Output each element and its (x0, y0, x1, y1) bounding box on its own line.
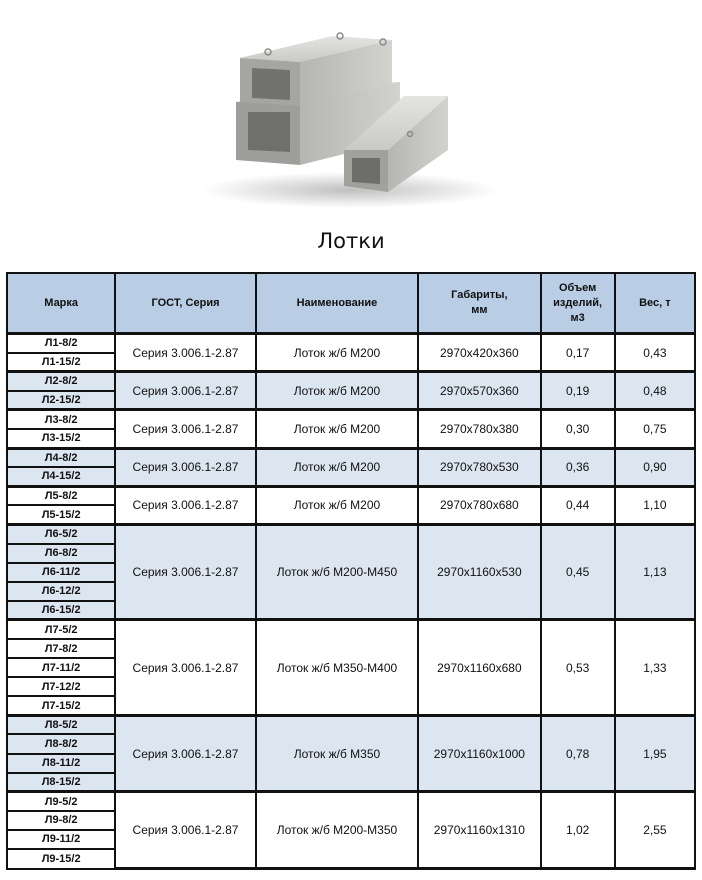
cell-mark: Л8-8/2 (7, 734, 115, 753)
cell-dims: 2970х1160х1000 (418, 715, 540, 791)
cell-series: Серия 3.006.1-2.87 (115, 524, 255, 619)
cell-dims: 2970х1160х530 (418, 524, 540, 619)
cell-mark: Л9-5/2 (7, 792, 115, 811)
cell-mark: Л9-8/2 (7, 811, 115, 830)
col-header-name: Наименование (256, 273, 418, 334)
cell-dims: 2970х420х360 (418, 334, 540, 372)
cell-mark: Л1-15/2 (7, 353, 115, 372)
cell-dims: 2970х1160х680 (418, 620, 540, 715)
cell-mark: Л9-15/2 (7, 849, 115, 868)
cell-dims: 2970х1160х1310 (418, 792, 540, 869)
cell-mark: Л7-5/2 (7, 620, 115, 639)
cell-volume: 0,44 (541, 486, 615, 524)
cell-series: Серия 3.006.1-2.87 (115, 448, 255, 486)
cell-volume: 0,36 (541, 448, 615, 486)
cell-mark: Л5-15/2 (7, 505, 115, 524)
cell-dims: 2970х780х530 (418, 448, 540, 486)
cell-weight: 0,48 (615, 372, 695, 410)
cell-name: Лоток ж/б М200 (256, 334, 418, 372)
cell-mark: Л3-15/2 (7, 429, 115, 448)
table-row (7, 448, 695, 467)
cell-mark: Л2-8/2 (7, 372, 115, 391)
col-header-series: ГОСТ, Серия (115, 273, 255, 334)
table-body (7, 334, 695, 869)
cell-series: Серия 3.006.1-2.87 (115, 486, 255, 524)
cell-weight: 0,90 (615, 448, 695, 486)
cell-mark: Л6-8/2 (7, 544, 115, 563)
cell-name: Лоток ж/б М200 (256, 448, 418, 486)
cell-volume: 0,30 (541, 410, 615, 448)
cell-volume: 0,17 (541, 334, 615, 372)
table-header-row (7, 273, 695, 334)
cell-mark: Л2-15/2 (7, 391, 115, 410)
cell-volume: 0,19 (541, 372, 615, 410)
table-row (7, 334, 695, 353)
cell-series: Серия 3.006.1-2.87 (115, 620, 255, 715)
cell-name: Лоток ж/б М350 (256, 715, 418, 791)
cell-volume: 0,45 (541, 524, 615, 619)
cell-name: Лоток ж/б М200-М450 (256, 524, 418, 619)
cell-mark: Л3-8/2 (7, 410, 115, 429)
cell-mark: Л4-15/2 (7, 467, 115, 486)
product-table (6, 272, 696, 870)
table-row (7, 372, 695, 391)
cell-mark: Л1-8/2 (7, 334, 115, 353)
cell-mark: Л6-12/2 (7, 582, 115, 601)
table-row (7, 486, 695, 505)
col-header-mark: Марка (7, 273, 115, 334)
cell-mark: Л9-11/2 (7, 830, 115, 849)
cell-dims: 2970х570х360 (418, 372, 540, 410)
cell-weight: 1,95 (615, 715, 695, 791)
cell-series: Серия 3.006.1-2.87 (115, 410, 255, 448)
cell-dims: 2970х780х680 (418, 486, 540, 524)
cell-weight: 0,75 (615, 410, 695, 448)
cell-weight: 0,43 (615, 334, 695, 372)
cell-weight: 1,33 (615, 620, 695, 715)
table-row (7, 715, 695, 734)
cell-mark: Л4-8/2 (7, 448, 115, 467)
table-row (7, 620, 695, 639)
cell-name: Лоток ж/б М350-М400 (256, 620, 418, 715)
cell-name: Лоток ж/б М200 (256, 486, 418, 524)
cell-mark: Л6-15/2 (7, 601, 115, 620)
cell-weight: 1,13 (615, 524, 695, 619)
cell-mark: Л8-15/2 (7, 773, 115, 792)
cell-name: Лоток ж/б М200 (256, 410, 418, 448)
cell-series: Серия 3.006.1-2.87 (115, 372, 255, 410)
table-row (7, 524, 695, 543)
cell-volume: 0,53 (541, 620, 615, 715)
cell-name: Лоток ж/б М200 (256, 372, 418, 410)
cell-volume: 1,02 (541, 792, 615, 869)
cell-dims: 2970х780х380 (418, 410, 540, 448)
cell-mark: Л6-11/2 (7, 563, 115, 582)
cell-mark: Л7-8/2 (7, 639, 115, 658)
cell-mark: Л8-5/2 (7, 715, 115, 734)
cell-mark: Л7-12/2 (7, 677, 115, 696)
cell-volume: 0,78 (541, 715, 615, 791)
cell-weight: 2,55 (615, 792, 695, 869)
page-title: Лотки (317, 229, 385, 253)
col-header-dims: Габариты, мм (418, 273, 540, 334)
cell-series: Серия 3.006.1-2.87 (115, 715, 255, 791)
col-header-weight: Вес, т (615, 273, 695, 334)
product-photo (0, 0, 702, 225)
table-row (7, 792, 695, 811)
cell-mark: Л6-5/2 (7, 524, 115, 543)
cell-mark: Л7-15/2 (7, 696, 115, 715)
cell-weight: 1,10 (615, 486, 695, 524)
cell-series: Серия 3.006.1-2.87 (115, 334, 255, 372)
cell-name: Лоток ж/б М200-М350 (256, 792, 418, 869)
table-row (7, 410, 695, 429)
cell-series: Серия 3.006.1-2.87 (115, 792, 255, 869)
cell-mark: Л7-11/2 (7, 658, 115, 677)
cell-mark: Л8-11/2 (7, 754, 115, 773)
col-header-volume: Объем изделий, м3 (541, 273, 615, 334)
cell-mark: Л5-8/2 (7, 486, 115, 505)
